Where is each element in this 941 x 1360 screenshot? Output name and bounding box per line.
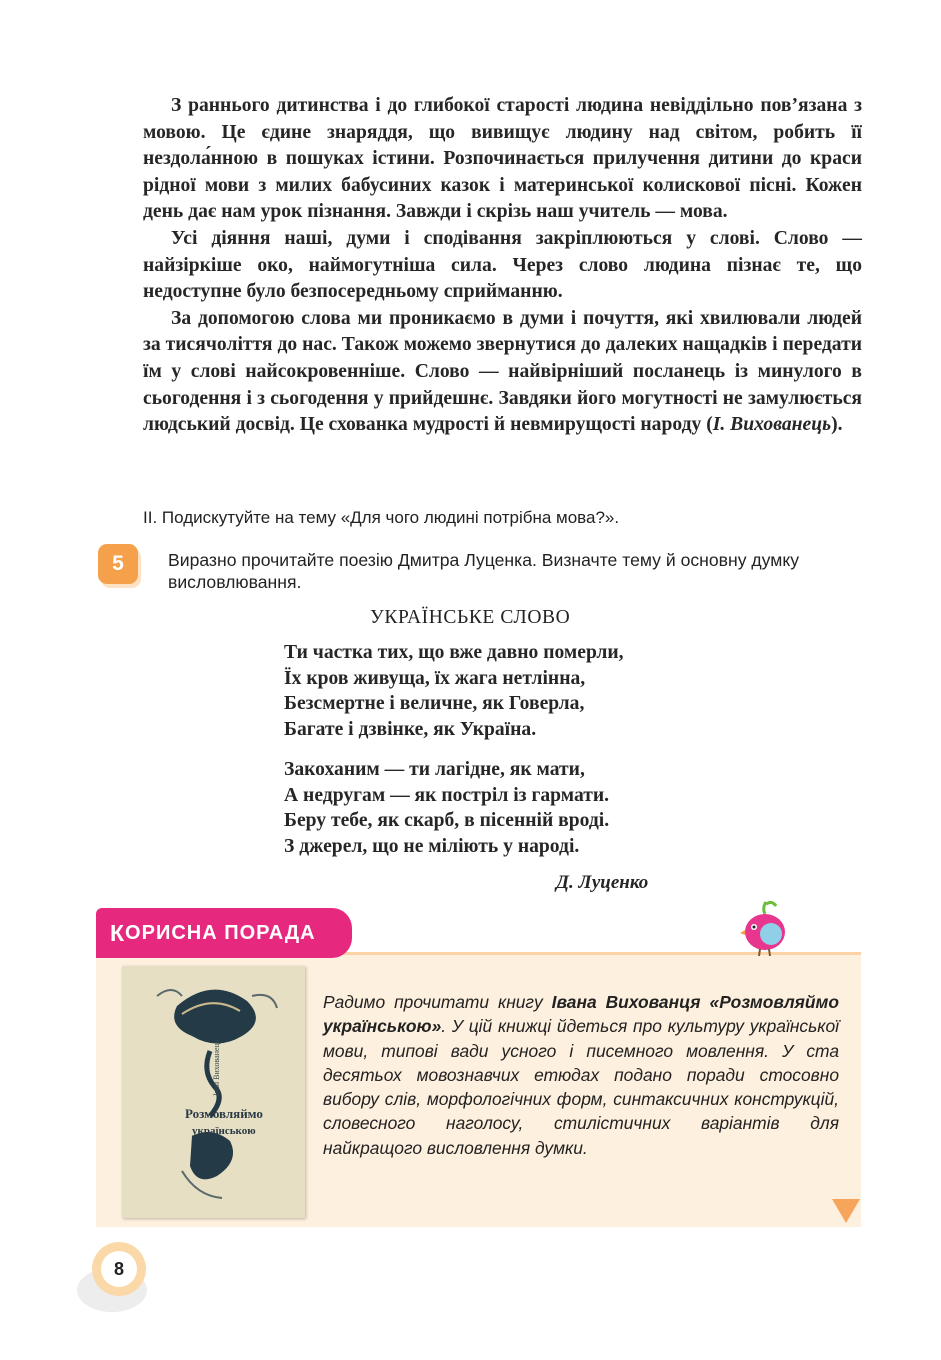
poem-line: Беру тебе, як скарб, в пісенній вроді.	[284, 810, 610, 832]
book-cover-image	[122, 966, 305, 1218]
poem-line: Закоханим — ти лагідне, як мати,	[284, 759, 585, 780]
tip-space	[701, 992, 710, 1012]
paragraph-1: З раннього дитинства і до глибокої старості людина невіддільно пов’язана з мовою. Це єдине знаряддя, що вивищує людину над світом, робить її нездола́нною в пошуках істини. Розпочинається прилучення дитини до краси рідної мови з милих бабусиних казок і материнської колискової пісні. Кожен день дає нам урок пізнання. Завжди і скрізь наш учитель — мова.	[143, 95, 862, 223]
poem-line: Безсмертне і величне, як Говерла,	[284, 693, 585, 715]
corner-triangle-icon	[832, 1199, 860, 1223]
tip-text	[323, 990, 839, 1160]
book-cover-ornament	[122, 966, 305, 1218]
tip-intro: Радимо прочитати книгу	[323, 992, 552, 1012]
poem-author: Д. Луценко	[556, 872, 649, 893]
paragraph-2: Усі діяння наші, думи і сподівання закріплюються у слові. Слово — найзіркіше око, наймогутніша сила. Через слово людина пізнає те, що недоступне було безпосередньому сприйманню.	[143, 227, 862, 303]
tip-body: . У цій книжці йдеться про культуру української мови, типові вади усного і писемного мовлення. У ста десятьох мовознавчих етюдах подано поради стосовно вибору слів, морфологічних форм, синтаксичних конструкцій, словесного наголосу, стилістичних варіантів для найкращого висловлення думки.	[323, 1016, 839, 1158]
tip-header-initial: К	[110, 919, 126, 946]
quote-author: І. Вихованець	[712, 414, 832, 436]
book-cover-title-2: українською	[192, 1125, 256, 1137]
book-cover-title-1: Розмовляймо	[185, 1106, 263, 1121]
tip-book-title: «Розмовляймо українською»	[323, 992, 840, 1037]
poem-line: Їх кров живуща, їх жага нетлінна,	[284, 667, 586, 689]
paragraph-3-text: За допомогою слова ми проникаємо в думи і почуття, які хвилювали людей за тисячоліття до нас. Також можемо звернутися до далеких нащадків і передати їм у слові найсокровенніше. Слово — найвірніший посланець із минулого в сьогодення і з сьогодення у прийдешнє. Завдяки його могутності не замулюється людський досвід. Це схованка мудрості й невмирущості народу (	[143, 307, 862, 436]
exercise-number-badge: 5	[98, 544, 138, 584]
paragraph-3	[143, 306, 862, 439]
tip-book-author: Івана Вихованця	[551, 992, 701, 1012]
page-number: 8	[101, 1251, 137, 1287]
poem-line: А недругам — як постріл із гармати.	[284, 784, 610, 806]
poem-line: З джерел, що не міліють у народі.	[284, 836, 580, 858]
poem-stanza-1	[284, 640, 624, 743]
bird-icon	[740, 898, 788, 958]
poem-line: Ти частка тих, що вже давно померли,	[284, 642, 624, 663]
tip-header-rest: ОРИСНА ПОРАДА	[125, 921, 316, 944]
book-cover-author: Іван Вихованець	[212, 1039, 221, 1096]
task-2-discussion: ІІ. Подискутуйте на тему «Для чого людині потрібна мова?».	[143, 508, 620, 527]
poem-title: УКРАЇНСЬКЕ СЛОВО	[370, 607, 571, 628]
paragraph-3-end: ).	[831, 414, 843, 436]
main-text	[143, 93, 862, 439]
poem-line: Багате і дзвінке, як Україна.	[284, 719, 537, 741]
exercise-5-instructions: Виразно прочитайте поезію Дмитра Луценка. Визначте тему й основну думку висловлювання.	[168, 550, 800, 592]
poem-stanza-2	[284, 757, 609, 860]
tip-header	[96, 908, 352, 958]
